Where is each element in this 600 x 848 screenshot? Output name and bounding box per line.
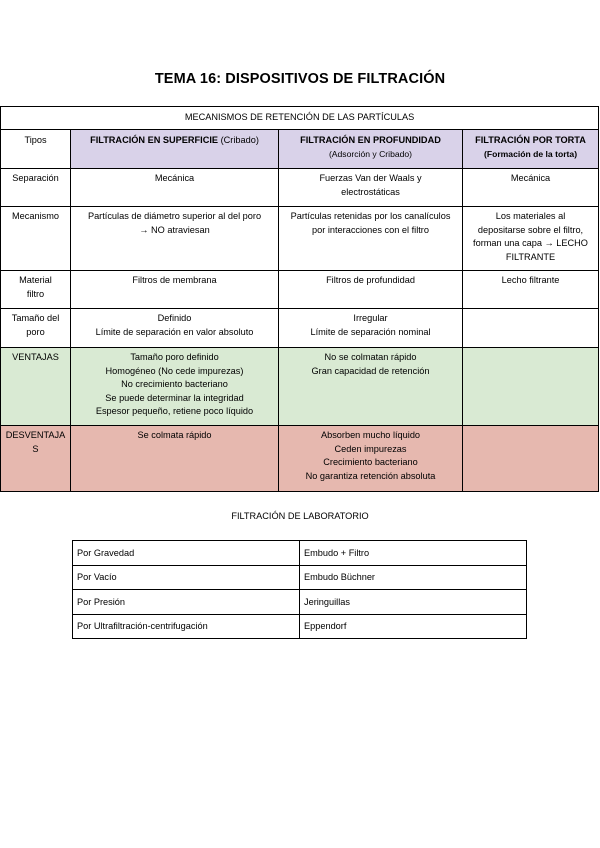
lab-method-cell: Por Gravedad xyxy=(73,541,300,566)
cell-separacion-surface: Mecánica xyxy=(71,169,279,207)
row-label-mecanismo: Mecanismo xyxy=(1,207,71,271)
lab-section-title: FILTRACIÓN DE LABORATORIO xyxy=(231,511,369,521)
text-line: filtro xyxy=(26,288,45,299)
text-line: Gran capacidad de retención xyxy=(311,365,430,376)
row-label-separacion: Separación xyxy=(1,169,71,207)
header-depth-name: FILTRACIÓN EN PROFUNDIDAD xyxy=(300,135,441,145)
text-line: FILTRANTE xyxy=(505,251,556,262)
lab-device-cell: Jeringuillas xyxy=(300,590,527,615)
text-line: Se puede determinar la integridad xyxy=(105,392,244,403)
lab-device-cell: Embudo + Filtro xyxy=(300,541,527,566)
text-line: forman una capa → LECHO xyxy=(473,238,588,248)
text-line: Límite de separación nominal xyxy=(310,326,431,337)
text-line: por interacciones con el filtro xyxy=(312,224,429,235)
text-line: No crecimiento bacteriano xyxy=(121,379,228,389)
cell-tamano-cake xyxy=(463,309,599,348)
table-caption: MECANISMOS DE RETENCIÓN DE LAS PARTÍCULAS xyxy=(1,107,599,130)
cell-mecanismo-surface xyxy=(71,207,279,271)
cell-desventajas-depth xyxy=(279,426,463,492)
header-depth-filtration xyxy=(279,130,463,169)
text-line: Tamaño del xyxy=(11,313,60,323)
table-row xyxy=(73,590,527,615)
table-row xyxy=(73,541,527,566)
text-line: No garantiza retención absoluta xyxy=(305,470,436,481)
cell-separacion-depth xyxy=(279,169,463,207)
text-line: → NO atraviesan xyxy=(139,224,210,235)
row-label-desventajas xyxy=(1,426,71,492)
text-line: Homogéneo (No cede impurezas) xyxy=(105,365,244,376)
table-row xyxy=(73,565,527,590)
page-title: TEMA 16: DISPOSITIVOS DE FILTRACIÓN xyxy=(154,71,446,87)
row-label-material xyxy=(1,271,71,309)
header-surface-filtration xyxy=(71,130,279,169)
text-line: Material xyxy=(19,275,52,285)
header-cake-filtration xyxy=(463,130,599,169)
lab-device-cell: Embudo Büchner xyxy=(300,565,527,590)
lab-filtration-table xyxy=(72,540,527,639)
text-line: Absorben mucho líquido xyxy=(320,430,421,440)
retention-mechanisms-table xyxy=(0,106,599,492)
row-label-tamano xyxy=(1,309,71,348)
text-line: Límite de separación en valor absoluto xyxy=(95,326,254,337)
header-depth-detail: (Adsorción y Cribado) xyxy=(328,148,413,159)
cell-tamano-depth xyxy=(279,309,463,348)
text-line: poro xyxy=(26,326,45,337)
lab-device-cell: Eppendorf xyxy=(300,614,527,639)
lab-method-cell: Por Presión xyxy=(73,590,300,615)
text-line: Partículas de diámetro superior al del poro xyxy=(87,211,262,221)
text-line: Los materiales al xyxy=(495,211,566,221)
text-line: DESVENTAJA xyxy=(5,430,66,440)
header-surface-name: FILTRACIÓN EN SUPERFICIE xyxy=(90,135,219,145)
text-line: S xyxy=(32,443,39,454)
lab-method-cell: Por Vacío xyxy=(73,565,300,590)
text-line: Espesor pequeño, retiene poco líquido xyxy=(95,406,254,416)
text-line: Fuerzas Van der Waals y xyxy=(319,173,422,183)
cell-mecanismo-cake xyxy=(463,207,599,271)
header-cake-name: FILTRACIÓN POR TORTA xyxy=(475,135,586,145)
cell-tamano-surface xyxy=(71,309,279,348)
cell-desventajas-surface xyxy=(71,426,279,492)
text-line: Crecimiento bacteriano xyxy=(323,457,418,467)
lab-method-cell: Por Ultrafiltración-centrifugación xyxy=(73,614,300,639)
text-line: No se colmatan rápido xyxy=(324,352,417,362)
cell-ventajas-depth xyxy=(279,348,463,426)
text-line: Se colmata rápido xyxy=(137,430,212,440)
row-label-tipos: Tipos xyxy=(1,130,71,169)
cell-material-depth: Filtros de profundidad xyxy=(279,271,463,309)
cell-ventajas-surface xyxy=(71,348,279,426)
text-line: Partículas retenidas por los canalículos xyxy=(290,211,451,221)
header-surface-detail: (Cribado) xyxy=(220,135,259,145)
cell-material-cake: Lecho filtrante xyxy=(463,271,599,309)
cell-separacion-cake: Mecánica xyxy=(463,169,599,207)
text-line: Ceden impurezas xyxy=(334,443,407,454)
cell-material-surface: Filtros de membrana xyxy=(71,271,279,309)
table-row xyxy=(73,614,527,639)
text-line: depositarse sobre el filtro, xyxy=(477,224,584,235)
cell-desventajas-cake xyxy=(463,426,599,492)
cell-ventajas-cake xyxy=(463,348,599,426)
text-line: Tamaño poro definido xyxy=(130,352,219,362)
text-line: Definido xyxy=(157,313,192,323)
text-line: electrostáticas xyxy=(341,186,400,197)
header-cake-detail: (Formación de la torta) xyxy=(483,148,578,159)
cell-mecanismo-depth xyxy=(279,207,463,271)
row-label-ventajas: VENTAJAS xyxy=(1,348,71,426)
text-line: Irregular xyxy=(353,313,388,323)
